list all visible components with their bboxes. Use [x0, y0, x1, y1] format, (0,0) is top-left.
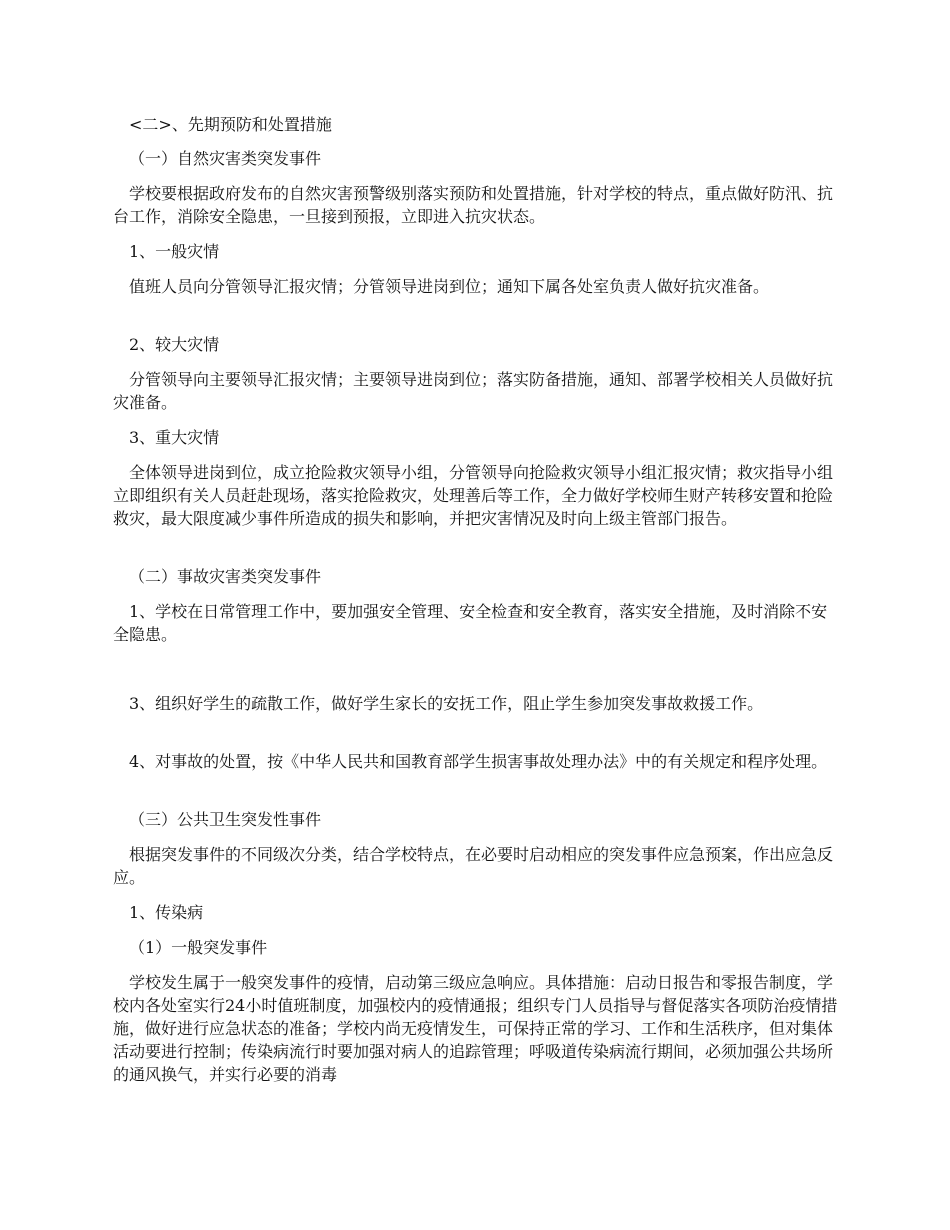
item-heading: 1、一般灾情: [129, 242, 220, 261]
paragraph: 3、组织好学生的疏散工作，做好学生家长的安抚工作，阻止学生参加突发事故救援工作。: [129, 694, 764, 713]
item-heading: 1、传染病: [129, 903, 204, 922]
paragraph: 分管领导向主要领导汇报灾情；主要领导进岗到位；落实防备措施，通知、部署学校相关人员做好抗灾准备。: [113, 370, 834, 412]
paragraph: 值班人员向分管领导汇报灾情；分管领导进岗到位；通知下属各处室负责人做好抗灾准备。: [129, 277, 770, 296]
paragraph: 根据突发事件的不同级次分类，结合学校特点，在必要时启动相应的突发事件应急预案，作出应急反应。: [113, 845, 834, 887]
subsection-heading: （二）事故灾害类突发事件: [129, 567, 322, 586]
subsection-heading: （三）公共卫生突发性事件: [129, 810, 322, 829]
subsection-heading: （一）自然灾害类突发事件: [129, 149, 322, 168]
paragraph: 1、学校在日常管理工作中，要加强安全管理、安全检查和安全教育，落实安全措施，及时消除不安全隐患。: [113, 602, 828, 644]
paragraph: 4、对事故的处置，按《中华人民共和国教育部学生损害事故处理办法》中的有关规定和程序处理。: [129, 752, 828, 771]
item-heading: 3、重大灾情: [129, 428, 220, 447]
paragraph: 学校发生属于一般突发事件的疫情，启动第三级应急响应。具体措施：启动日报告和零报告制度，学校内各处室实行24小时值班制度，加强校内的疫情通报；组织专门人员指导与督促落实各项防治疫情措施，做好进行应急状态的准备；学校内尚无疫情发生，可保持正常的学习、工作和生活秩序，但对集体活动要进行控制；传染病流行时要加强对病人的追踪管理；呼吸道传染病流行期间，必须加强公共场所的通风换气，并实行必要的消毒: [113, 973, 838, 1084]
sub-item-heading: （1）一般突发事件: [129, 938, 268, 957]
paragraph: 全体领导进岗到位，成立抢险救灾领导小组，分管领导向抢险救灾领导小组汇报灾情；救灾指导小组立即组织有关人员赶赴现场，落实抢险救灾，处理善后等工作，全力做好学校师生财产转移安置和抢险救灾，最大限度减少事件所造成的损失和影响，并把灾害情况及时向上级主管部门报告。: [113, 463, 834, 528]
paragraph: 学校要根据政府发布的自然灾害预警级别落实预防和处置措施，针对学校的特点，重点做好防汛、抗台工作，消除安全隐患，一旦接到预报，立即进入抗灾状态。: [113, 184, 834, 226]
item-heading: 2、较大灾情: [129, 335, 220, 354]
section-heading: <二>、先期预防和处置措施: [129, 115, 332, 134]
